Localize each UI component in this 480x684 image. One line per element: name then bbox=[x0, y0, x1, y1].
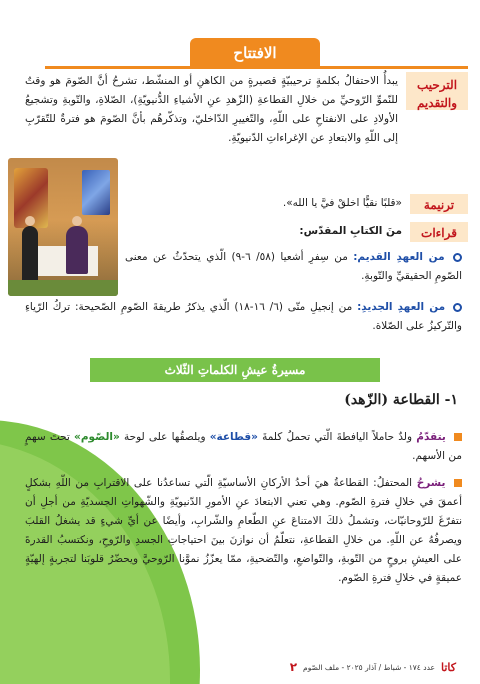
page-number: ٢ bbox=[289, 660, 298, 674]
subsection-title: ١- القطاعة (الزّهد) bbox=[344, 392, 458, 408]
reading-old-testament bbox=[125, 248, 462, 288]
section-banner bbox=[90, 358, 380, 382]
magazine-logo: كاتا bbox=[440, 660, 456, 674]
issue-meta: عدد ١٧٤ - شباط / آذار ٢٠٢٥ - ملف الصّوم bbox=[303, 662, 435, 672]
p1-word2: «الصّوم» bbox=[74, 431, 120, 443]
floor bbox=[8, 280, 118, 296]
nt-text: من إنجيلِ متّى (٦/ ١٦-١٨) الّذي يذكرُ طريقةَ الصّومِ الصّحيحة: تركُ الرّياءِ والتّركيزُ على الصّلاة. bbox=[25, 301, 462, 332]
page-title-tab bbox=[190, 38, 320, 68]
ot-label: من العهدِ القديم: bbox=[353, 251, 445, 263]
hymn-label bbox=[410, 194, 468, 214]
bullet-square-icon bbox=[454, 479, 462, 487]
page-title: الافتتاح bbox=[233, 44, 277, 62]
header-rule bbox=[45, 66, 468, 69]
intro-label-text: الترحيب والتقديم bbox=[416, 78, 458, 110]
stained-glass-window bbox=[82, 170, 110, 215]
readings-heading: منَ الكتابِ المقدّس: bbox=[299, 225, 402, 237]
p1-text2: ويلصقُها على لوحة bbox=[123, 431, 206, 443]
bullet-square-icon bbox=[454, 433, 462, 441]
hymn-text: «قلبًا نقيًّا اخلقْ فيَّ يا الله». bbox=[282, 197, 402, 209]
intro-paragraph: يبدأُ الاحتفالُ بكلمةٍ ترحيبيّةٍ قصيرةٍ من الكاهنِ أو المنشّط، تشرحُ أنَّ الصّومَ هو وقتٌ للنّموِّ الرّوحيِّ من خلالِ القطاعةِ (الزّهدِ عنِ الأشياءِ الدُّنيويّةِ)، الصّلاةِ، والتّوبةِ وتشجيعُ الأولادِ على الانفتاحِ على اللّهِ، والتّغييرِ الدّاخليّ، وتذكّرهُم بأنَّ الصّومَ هو فترةٌ للتّقرّبِ إلى اللّهِ والابتعادِ عن الإغراءاتِ الدّنيويّةِ. bbox=[25, 75, 398, 144]
readings-label bbox=[410, 222, 468, 242]
hymn-label-text: ترنيمة bbox=[423, 198, 455, 212]
bullet-dot-icon bbox=[453, 303, 462, 312]
p1-word: «قطاعة» bbox=[209, 431, 258, 443]
readings-label-text: قراءات bbox=[421, 226, 457, 240]
p1-text3: تحتَ سهمٍ من الأسهم. bbox=[25, 431, 462, 462]
intro-label bbox=[406, 72, 468, 110]
p2-text: المحتفلُ: القطاعةُ هيَ أحدُ الأركانِ الأساسيّةِ الّتي تساعدُنا على الاقترابِ من اللّهِ بشكلٍ أعمقَ في خلالِ فترةِ الصّوم. وهي تعني الابتعادَ عنِ الأمورِ الدّنيويّةِ والشّهواتِ الجسديّةِ من أجلِ أن نتفرّغَ للرّوحانيّات، وتشملُ ذلكَ الامتناعَ عنِ الطّعامِ والشّرابِ، وأيضًا عن أيِّ شيءٍ قد يشغلُ القلبَ ويصرفُهُ عن اللّهِ. من خلالِ القطاعةِ، نتعلّمُ أن نوازنَ بينَ احتياجاتِ الجسدِ والرّوحِ، ونكتسبُ القدرةَ على العيشِ بروحٍ من التّوبةِ، والتّواضعِ، والتّضحيةِ، ممّا يعزّزُ نموَّنا الرّوحيَّ ويحضّرُ قلوبَنا لتجربةٍ إلهيّةٍ عميقةٍ في خلالِ فترةِ الصّوم. bbox=[25, 477, 462, 584]
reading-new-testament bbox=[25, 298, 462, 338]
nt-label: من العهدِ الجديدِ: bbox=[357, 301, 446, 313]
subsection-paragraph-1 bbox=[25, 428, 462, 468]
p2-lead: يشرحُ bbox=[416, 477, 446, 489]
section-banner-text: مسيرةُ عيشِ الكلماتِ الثّلاث bbox=[164, 363, 306, 377]
p1-text: ولدٌ حاملاً اليافطةَ الّتي تحملُ كلمةَ bbox=[262, 431, 413, 443]
church-photo bbox=[8, 158, 118, 296]
p1-lead: يتقدّمُ bbox=[416, 431, 446, 443]
person-figure bbox=[22, 226, 38, 282]
priest-figure bbox=[66, 226, 88, 274]
footer bbox=[24, 658, 456, 676]
bullet-dot-icon bbox=[453, 253, 462, 262]
subsection-paragraph-2 bbox=[25, 474, 462, 654]
ot-text: من سِفرِ أشعيا (٥٨/ ٦-٩) الّذي يتحدّثُ عن معنى الصّومِ الحقيقيِّ والتّوبةِ. bbox=[125, 251, 462, 282]
